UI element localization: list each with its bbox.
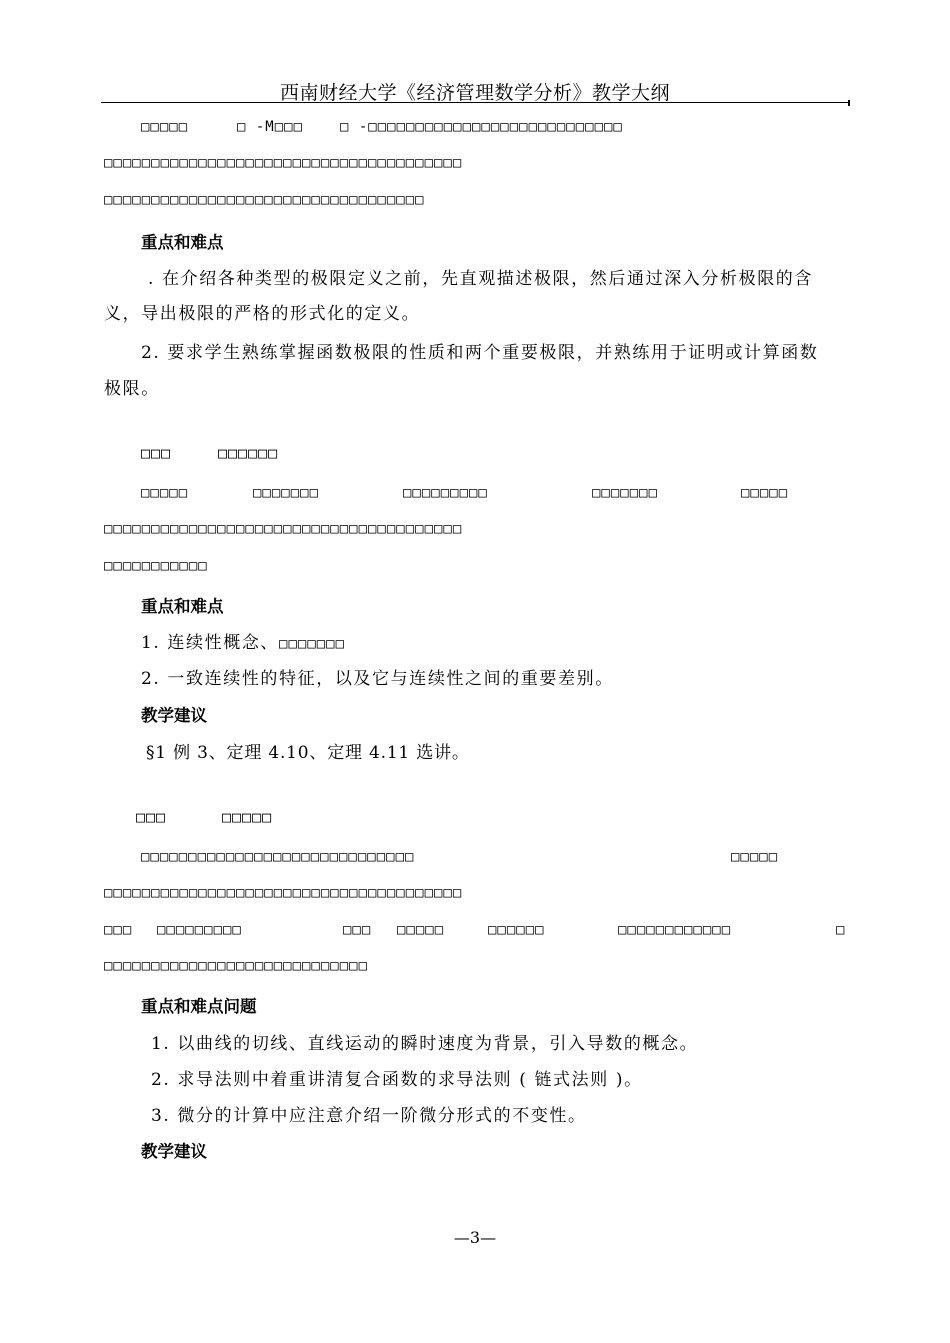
garbled-text: □□□□□□□□□□□□□□□□□□□□□□□□□□□□□□□□□□□□□□: [104, 885, 463, 901]
garbled-text: □ -□□□□□□□□□□□□□□□□□□□□□□□□□□□: [340, 119, 623, 135]
list-item: 3. 微分的计算中应注意介绍一阶微分形式的不变性。: [151, 1106, 587, 1126]
garbled-text: □□□□□: [397, 922, 445, 938]
garbled-text: □□□□□□□: [253, 485, 320, 501]
garbled-text: □□□□□□□□□□□□□□□□□□□□□□□□□□□□□□□□□□□□□□: [104, 521, 463, 537]
chapter-number: □□□: [141, 444, 172, 462]
garbled-text: □□□□□□□□□: [403, 485, 488, 501]
header-rule: [101, 102, 849, 103]
suggestion-text: §1 例 3、定理 4.10、定理 4.11 选讲。: [146, 743, 470, 763]
garbled-text: □□□□□□□□□: [157, 922, 242, 938]
garbled-text: □□□□□: [741, 485, 789, 501]
list-item-continuation: 极限。: [104, 379, 160, 399]
garbled-text: □□□□□□□□□□□□□□□□□□□□□□□□□□□□□: [141, 849, 415, 865]
garbled-text: □□□: [104, 922, 133, 938]
chapter-title: □□□□□: [222, 808, 273, 826]
garbled-text: □□□□□□□□□□□□□□□□□□□□□□□□□□□□□□□□□□□□□□: [104, 155, 463, 171]
garbled-text: □□□□□: [141, 485, 189, 501]
subsection-title: 教学建议: [141, 1142, 207, 1161]
garbled-text: □□□□□: [141, 119, 189, 135]
garbled-text: □: [836, 922, 846, 938]
chapter-title: □□□□□□: [218, 444, 279, 462]
garbled-text: □□□□□□□□□□□: [104, 558, 208, 574]
garbled-text: □□□□□□□□□□□□: [618, 922, 732, 938]
subsection-title: 教学建议: [141, 706, 207, 725]
list-item: . 在介绍各种类型的极限定义之前，先直观描述极限，然后通过深入分析极限的含: [148, 269, 814, 289]
list-item-continuation: 义，导出极限的严格的形式化的定义。: [104, 304, 421, 324]
garbled-text: □□□□□: [731, 849, 779, 865]
list-item: 2. 求导法则中着重讲清复合函数的求导法则 ( 链式法则 )。: [151, 1070, 643, 1090]
subsection-title: 重点和难点问题: [141, 997, 257, 1016]
list-item: [141, 628, 345, 653]
garbled-text: □□□□□□□: [279, 636, 346, 652]
garbled-text: □ -M□□□: [237, 119, 304, 135]
subsection-title: 重点和难点: [141, 597, 224, 616]
garbled-text: □□□□□□□: [592, 485, 659, 501]
subsection-title: 重点和难点: [141, 233, 224, 252]
page-number: —3—: [453, 1228, 497, 1247]
list-item: 2. 一致连续性的特征，以及它与连续性之间的重要差别。: [141, 669, 614, 689]
list-item: 1. 以曲线的切线、直线运动的瞬时速度为背景，引入导数的概念。: [151, 1034, 699, 1054]
list-item: 2. 要求学生熟练掌握函数极限的性质和两个重要极限，并熟练用于证明或计算函数: [141, 343, 819, 363]
garbled-text: □□□□□□: [488, 922, 545, 938]
chapter-number: □□□: [136, 808, 167, 826]
garbled-text: □□□□□□□□□□□□□□□□□□□□□□□□□□□□□□□□□□: [104, 192, 425, 208]
page-header-title: 西南财经大学《经济管理数学分析》教学大纲: [279, 82, 670, 104]
list-item-text: 1. 连续性概念、: [141, 633, 280, 653]
garbled-text: □□□: [343, 922, 372, 938]
garbled-text: □□□□□□□□□□□□□□□□□□□□□□□□□□□□: [104, 958, 369, 974]
header-rule-mark: [848, 100, 850, 106]
